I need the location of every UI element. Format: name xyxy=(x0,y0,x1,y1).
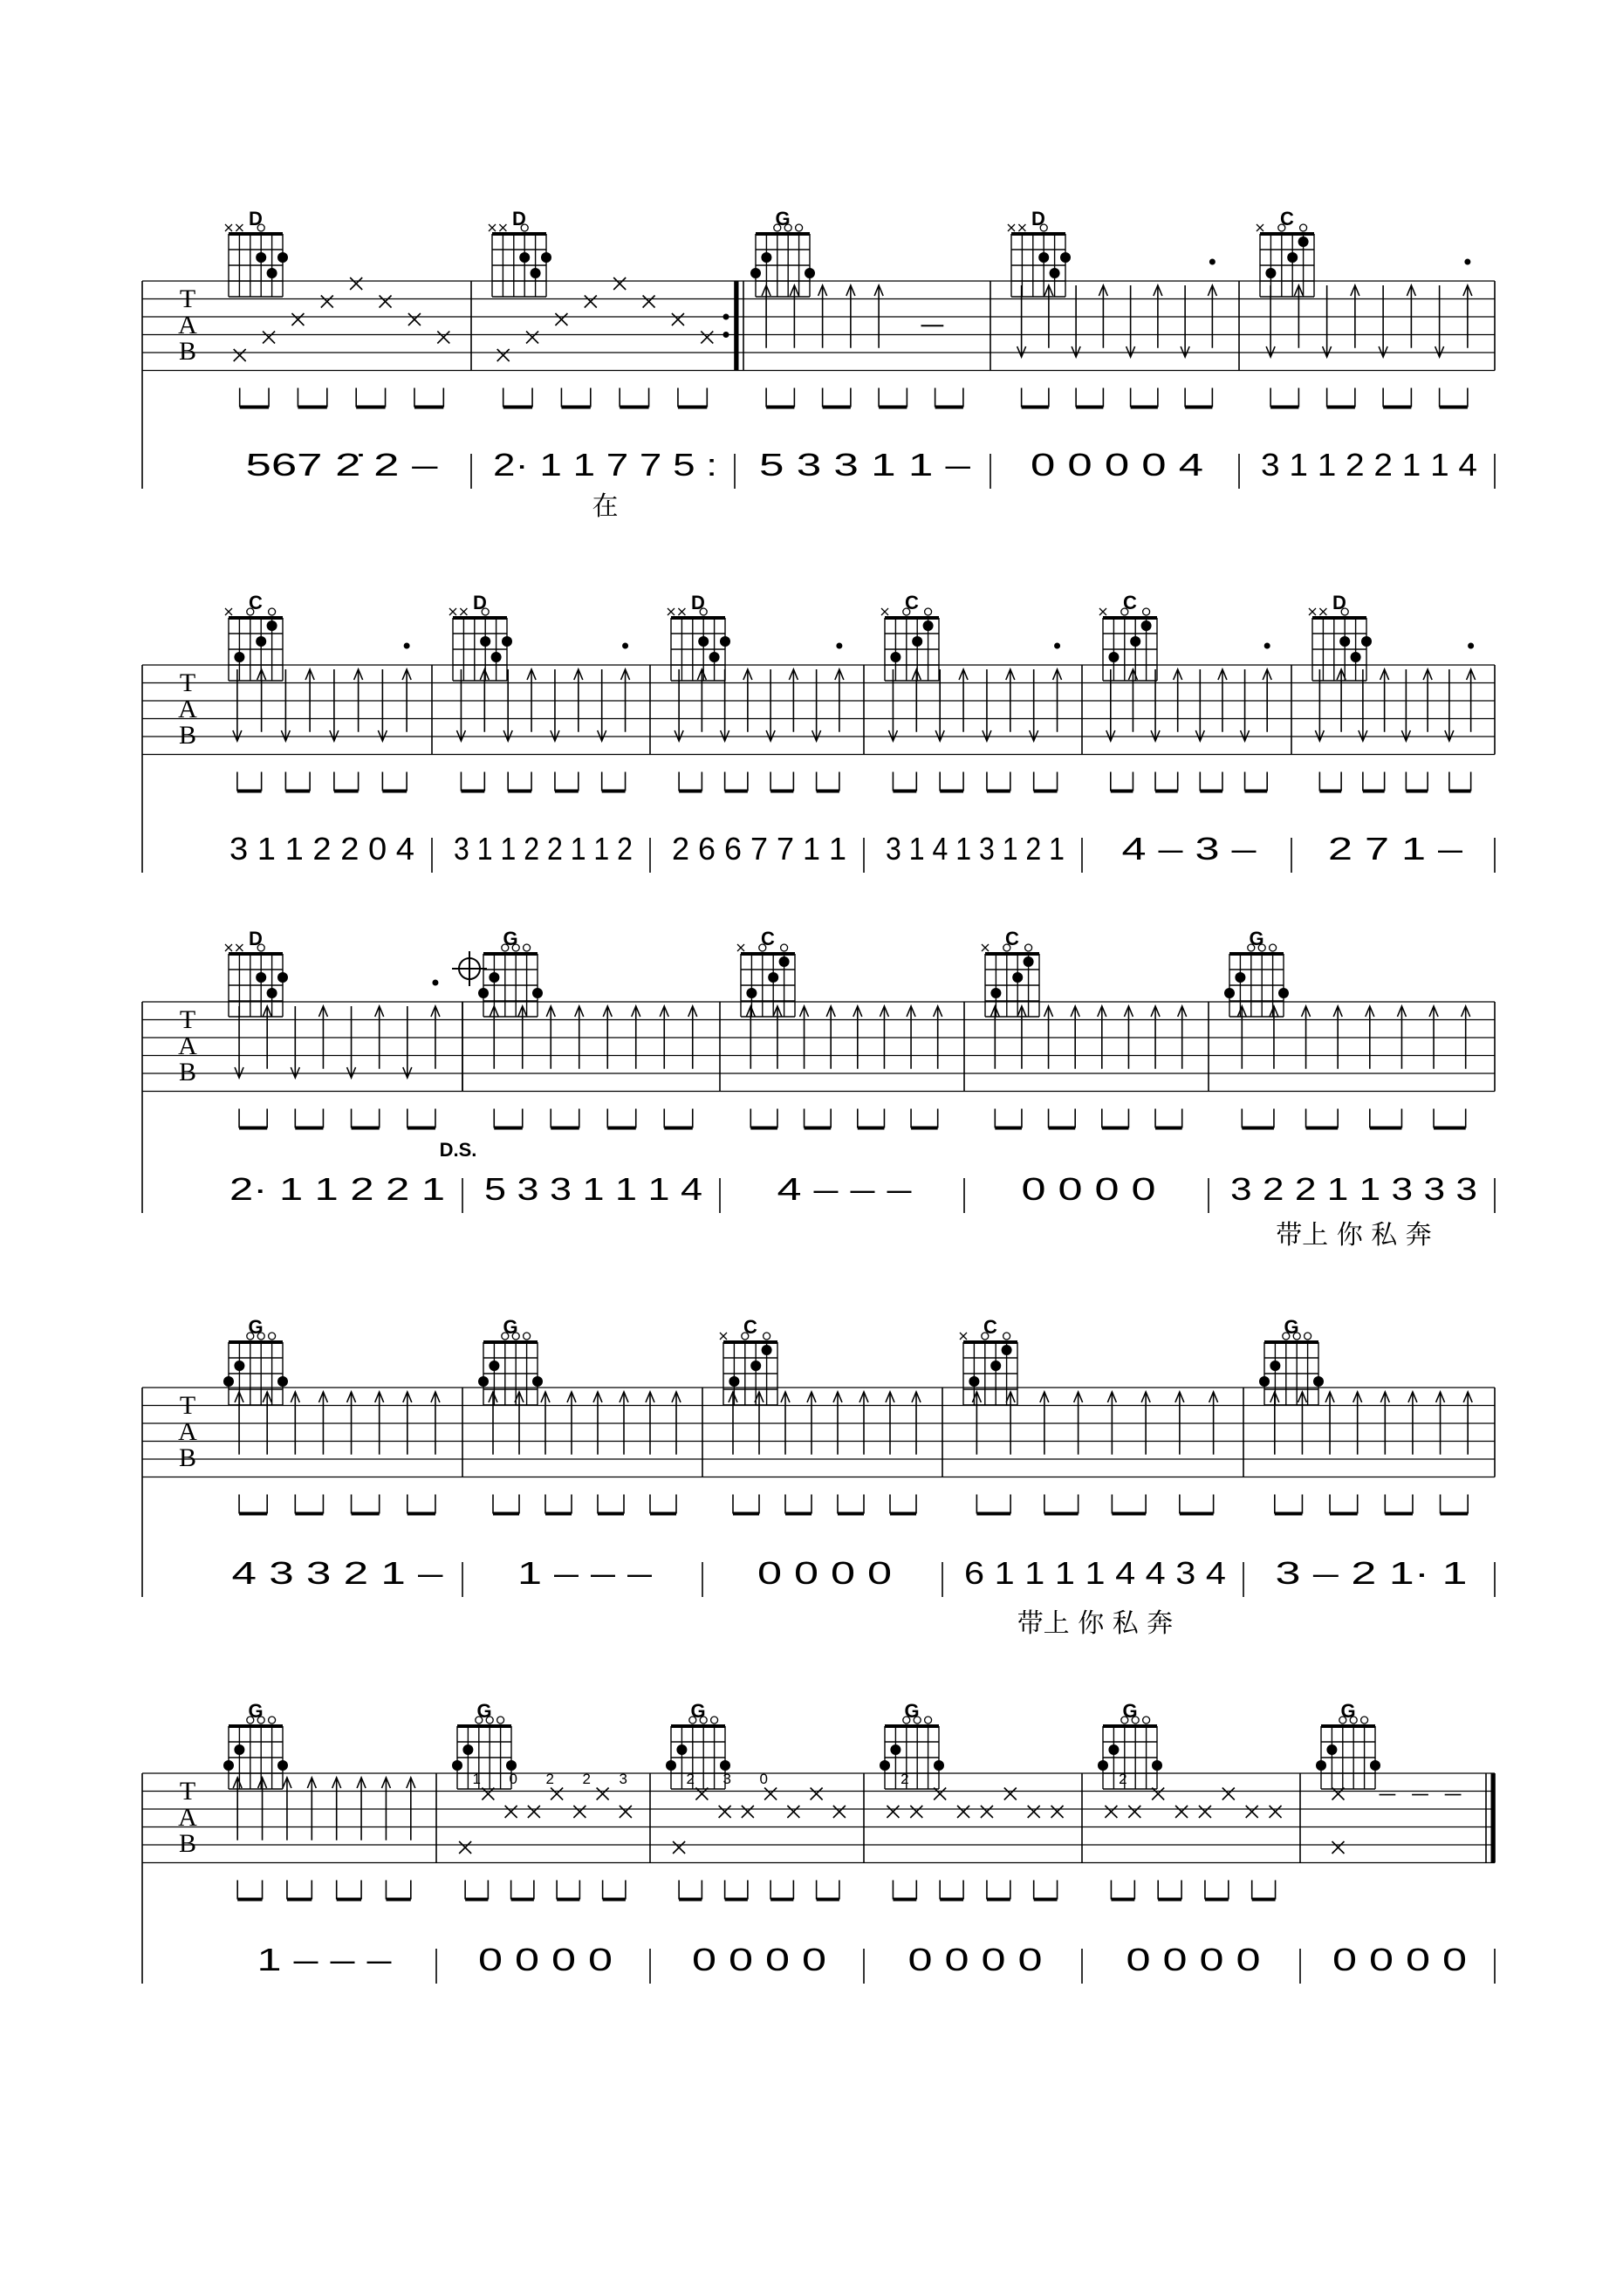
tab-clef-letter: A xyxy=(178,1417,197,1446)
tab-measure xyxy=(972,1392,1217,1514)
chord-diagram xyxy=(881,592,939,681)
chord-diagram xyxy=(880,1700,944,1789)
chord-diagram xyxy=(1259,1316,1324,1405)
jianpu-notation: 0 0 0 0 4 xyxy=(1031,447,1203,483)
tab-clef-letter: A xyxy=(178,1031,197,1060)
chord-diagram xyxy=(225,208,288,297)
chord-diagram xyxy=(449,592,512,681)
chord-diagram xyxy=(1098,1700,1162,1789)
chord-diagram xyxy=(1099,592,1157,681)
jianpu-notation: 4 – 3 – xyxy=(1121,831,1257,867)
tab-clef-letter: A xyxy=(178,311,197,339)
chord-diagram xyxy=(1224,928,1289,1017)
tab-clef-letter: T xyxy=(179,668,196,697)
tab-measure xyxy=(762,285,963,408)
jianpu-notation: 567 2̇ 2 – xyxy=(245,447,438,483)
jianpu-notation: 0 0 0 0 xyxy=(478,1942,613,1977)
jianpu-notation: 2· 1 1 7 7 5 : xyxy=(493,447,717,483)
chord-diagram xyxy=(1309,592,1372,681)
jianpu-notation: 4 3 3 2 1 – xyxy=(231,1555,443,1591)
tab-clef-letter: B xyxy=(178,721,197,750)
chord-name: C xyxy=(1005,928,1019,949)
jianpu-notation: 0 0 0 0 xyxy=(1332,1942,1467,1977)
fret-number: 2 xyxy=(686,1771,695,1787)
tab-system xyxy=(142,928,1495,1251)
tab-measure xyxy=(729,1392,921,1514)
tab-clef-letter: B xyxy=(178,1443,197,1472)
fret-number: 1 xyxy=(472,1771,481,1787)
fret-number: 0 xyxy=(509,1771,517,1787)
chord-diagram xyxy=(1257,208,1314,297)
tab-clef-letter: T xyxy=(179,1777,196,1806)
fret-number: 2 xyxy=(545,1771,554,1787)
chord-name: C xyxy=(1123,592,1137,613)
jianpu-notation: 1 – – – xyxy=(517,1555,652,1591)
chord-name: G xyxy=(1122,1700,1138,1722)
jianpu-notation: 2 6 6 7 7 1 1 xyxy=(672,831,846,867)
chord-diagram xyxy=(225,928,288,1017)
tab-clef-letter: B xyxy=(178,1058,197,1086)
tab-clef-letter: A xyxy=(178,1803,197,1832)
chord-name: G xyxy=(690,1700,706,1722)
chord-diagram xyxy=(452,1700,517,1789)
jianpu-notation: 1 – – – xyxy=(257,1942,392,1977)
tab-measure xyxy=(1105,1771,1281,1900)
lyric-text: 带上 你 私 奔 xyxy=(1276,1220,1432,1251)
tab-measure xyxy=(233,1778,415,1900)
ds-marking: D.S. xyxy=(439,1139,477,1161)
chord-diagram xyxy=(225,592,283,681)
jianpu-notation: 5 3 3 1 1 – xyxy=(759,447,970,483)
tab-measure xyxy=(673,1771,846,1900)
lyric-text: 带上 你 私 奔 xyxy=(1017,1608,1174,1639)
jianpu-notation: 3 1 1 2 2 1 1 4 xyxy=(1261,447,1477,483)
jianpu-notation: 0 0 0 0 xyxy=(1126,1942,1261,1977)
tab-measure xyxy=(489,1392,681,1514)
chord-name: D xyxy=(1332,592,1346,613)
chord-name: C xyxy=(743,1316,757,1338)
chord-name: G xyxy=(904,1700,920,1722)
tab-measure xyxy=(235,1392,440,1514)
jianpu-notation: 5 3 3 1 1 1 4 xyxy=(484,1171,702,1207)
jianpu-notation: 3 1 1 2 2 1 1 2 xyxy=(454,831,633,867)
chord-diagram xyxy=(668,592,730,681)
chord-diagram xyxy=(1316,1700,1380,1789)
fret-number: 2 xyxy=(1119,1771,1127,1787)
tab-clef-letter: T xyxy=(179,1005,196,1034)
jianpu-notation: 2 7 1 – xyxy=(1328,831,1462,867)
fret-number: 3 xyxy=(619,1771,627,1787)
chord-name: C xyxy=(905,592,919,613)
chord-name: G xyxy=(1340,1700,1356,1722)
tab-system xyxy=(142,1316,1495,1639)
chord-name: C xyxy=(761,928,775,949)
chord-name: D xyxy=(1031,208,1045,230)
fret-number: 2 xyxy=(582,1771,591,1787)
tab-measure xyxy=(746,1006,942,1128)
chord-diagram xyxy=(666,1700,730,1789)
jianpu-notation: 0 0 0 0 xyxy=(692,1942,826,1977)
jianpu-notation: 6 1 1 1 1 4 4 3 4 xyxy=(964,1555,1226,1591)
tab-clef-letter: B xyxy=(178,337,197,366)
chord-name: G xyxy=(248,1700,264,1722)
tab-system xyxy=(142,1700,1495,1984)
chord-name: C xyxy=(249,592,263,613)
chord-name: G xyxy=(1284,1316,1299,1338)
chord-diagram xyxy=(489,208,551,297)
chord-name: G xyxy=(1249,928,1264,949)
jianpu-notation: 3 – 2 1· 1 xyxy=(1275,1555,1468,1591)
chord-diagram xyxy=(478,928,543,1017)
jianpu-notation: 2· 1 1 2 2 1 xyxy=(229,1171,445,1207)
jianpu-notation: 0 0 0 0 xyxy=(1021,1171,1156,1207)
jianpu-notation: 3 1 4 1 3 1 2 1 xyxy=(886,831,1065,867)
jianpu-notation: 3 2 2 1 1 3 3 3 xyxy=(1230,1171,1477,1207)
jianpu-notation: 0 0 0 0 xyxy=(907,1942,1043,1977)
tab-measure xyxy=(990,1006,1186,1128)
chord-diagram xyxy=(478,1316,543,1405)
tab-measure xyxy=(490,1006,697,1128)
jianpu-notation: 0 0 0 0 xyxy=(757,1555,892,1591)
chord-diagram xyxy=(720,1316,777,1405)
tab-clef-letter: T xyxy=(179,1391,196,1420)
chord-name: G xyxy=(248,1316,264,1338)
tab-measure xyxy=(1237,1006,1469,1128)
chord-name: G xyxy=(503,1316,518,1338)
chord-name: C xyxy=(1280,208,1294,230)
fret-number: 0 xyxy=(759,1771,768,1787)
chord-name: G xyxy=(775,208,791,230)
chord-diagram xyxy=(223,1316,288,1405)
chord-name: D xyxy=(249,208,263,230)
lyric-text: 在 xyxy=(592,491,619,522)
jianpu-notation: 4 – – – xyxy=(777,1171,912,1207)
jianpu-notation: 3 1 1 2 2 0 4 xyxy=(229,831,414,867)
tab-system xyxy=(142,592,1495,873)
fret-number: 3 xyxy=(722,1771,731,1787)
chord-name: D xyxy=(691,592,705,613)
chord-name: C xyxy=(983,1316,997,1338)
chord-diagram xyxy=(223,1700,288,1789)
chord-diagram xyxy=(737,928,795,1017)
chord-name: D xyxy=(249,928,263,949)
tab-clef-letter: T xyxy=(179,284,196,313)
tab-measure xyxy=(1332,1773,1494,1863)
fret-number: 2 xyxy=(901,1771,909,1787)
tab-system xyxy=(142,208,1495,522)
chord-diagram xyxy=(960,1316,1017,1405)
chord-diagram xyxy=(982,928,1039,1017)
tab-clef-letter: A xyxy=(178,695,197,723)
chord-name: G xyxy=(503,928,518,949)
chord-name: D xyxy=(473,592,487,613)
tab-clef-letter: B xyxy=(178,1829,197,1858)
chord-name: D xyxy=(512,208,526,230)
tab-measure xyxy=(887,1771,1063,1900)
tab-measure xyxy=(1270,1392,1472,1514)
tab-measure xyxy=(459,1771,632,1900)
chord-diagram xyxy=(1008,208,1071,297)
chord-name: G xyxy=(476,1700,492,1722)
chord-diagram xyxy=(750,208,815,297)
